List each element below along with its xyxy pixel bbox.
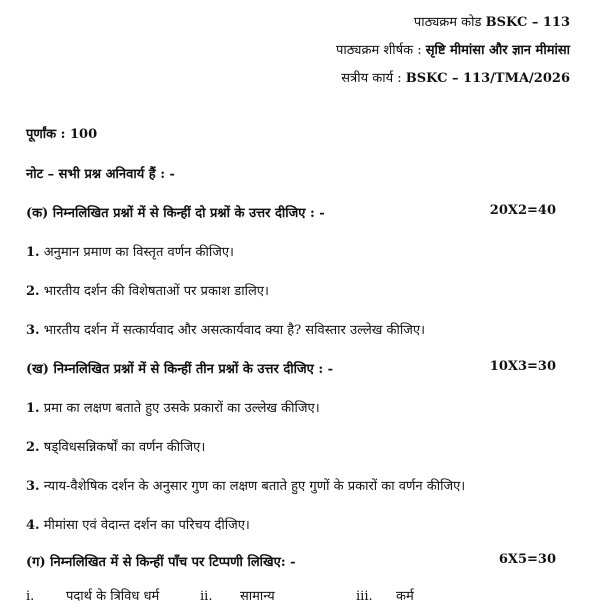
question-text: प्रमा का लक्षण बताते हुए उसके प्रकारों का उल्लेख कीजिए।	[43, 401, 320, 416]
option-text: पदार्थ के त्रिविध धर्म	[66, 589, 160, 604]
question-number: 2.	[26, 440, 40, 455]
course-title-line	[336, 40, 570, 58]
question-item	[26, 281, 269, 299]
question-number: 1.	[26, 245, 40, 260]
assignment-line	[341, 68, 570, 86]
course-title-value: सृष्टि मीमांसा और ज्ञान मीमांसा	[425, 43, 570, 58]
option-text: कर्म	[396, 589, 414, 604]
question-text: षड्विधसन्निकर्षों का वर्णन कीजिए।	[43, 440, 206, 455]
option-number: ii.	[200, 589, 213, 604]
assignment-label: सत्रीय कार्य :	[341, 71, 402, 86]
question-item	[26, 515, 250, 533]
total-marks: पूर्णांक : 100	[26, 127, 98, 142]
section-b-heading: (ख) निम्नलिखित प्रश्नों में से किन्हीं तीन प्रश्नों के उत्तर दीजिए : -	[26, 362, 334, 377]
question-item	[26, 437, 205, 455]
question-text: अनुमान प्रमाण का विस्तृत वर्णन कीजिए।	[43, 245, 234, 260]
question-text: भारतीय दर्शन की विशेषताओं पर प्रकाश डालिए।	[43, 284, 269, 299]
course-code-line	[414, 12, 570, 30]
question-text: भारतीय दर्शन में सत्कार्यवाद और असत्कार्यवाद क्या है? सविस्तार उल्लेख कीजिए।	[43, 323, 426, 338]
question-number: 2.	[26, 284, 40, 299]
question-text: मीमांसा एवं वेदान्त दर्शन का परिचय दीजिए।	[43, 518, 250, 533]
assignment-value: BSKC – 113/TMA/2026	[405, 71, 570, 86]
question-number: 3.	[26, 323, 40, 338]
course-code-value: BSKC – 113	[485, 15, 570, 30]
question-number: 4.	[26, 518, 40, 533]
section-b-marks: 10X3=30	[489, 359, 556, 374]
note: नोट – सभी प्रश्न अनिवार्य हैं : -	[26, 167, 175, 182]
question-item	[26, 320, 425, 338]
option-number: i.	[26, 589, 35, 604]
question-item	[26, 398, 320, 416]
option-number: iii.	[356, 589, 373, 604]
course-code-label: पाठ्यक्रम कोड	[413, 15, 482, 30]
question-text: न्याय-वैशेषिक दर्शन के अनुसार गुण का लक्षण बताते हुए गुणों के प्रकारों का वर्णन कीजिए।	[43, 479, 466, 494]
question-item	[26, 242, 234, 260]
option-text: सामान्य	[240, 589, 275, 604]
section-a-heading: (क) निम्नलिखित प्रश्नों में से किन्हीं दो प्रश्नों के उत्तर दीजिए : -	[26, 206, 325, 221]
section-c-heading: (ग) निम्नलिखित में से किन्हीं पाँच पर टिप्पणी लिखिए: -	[26, 555, 296, 570]
question-item	[26, 476, 465, 494]
question-number: 3.	[26, 479, 40, 494]
options-row	[26, 586, 414, 604]
section-c-marks: 6X5=30	[498, 552, 556, 567]
course-title-label: पाठ्यक्रम शीर्षक :	[336, 43, 422, 58]
section-a-marks: 20X2=40	[489, 203, 556, 218]
question-number: 1.	[26, 401, 40, 416]
